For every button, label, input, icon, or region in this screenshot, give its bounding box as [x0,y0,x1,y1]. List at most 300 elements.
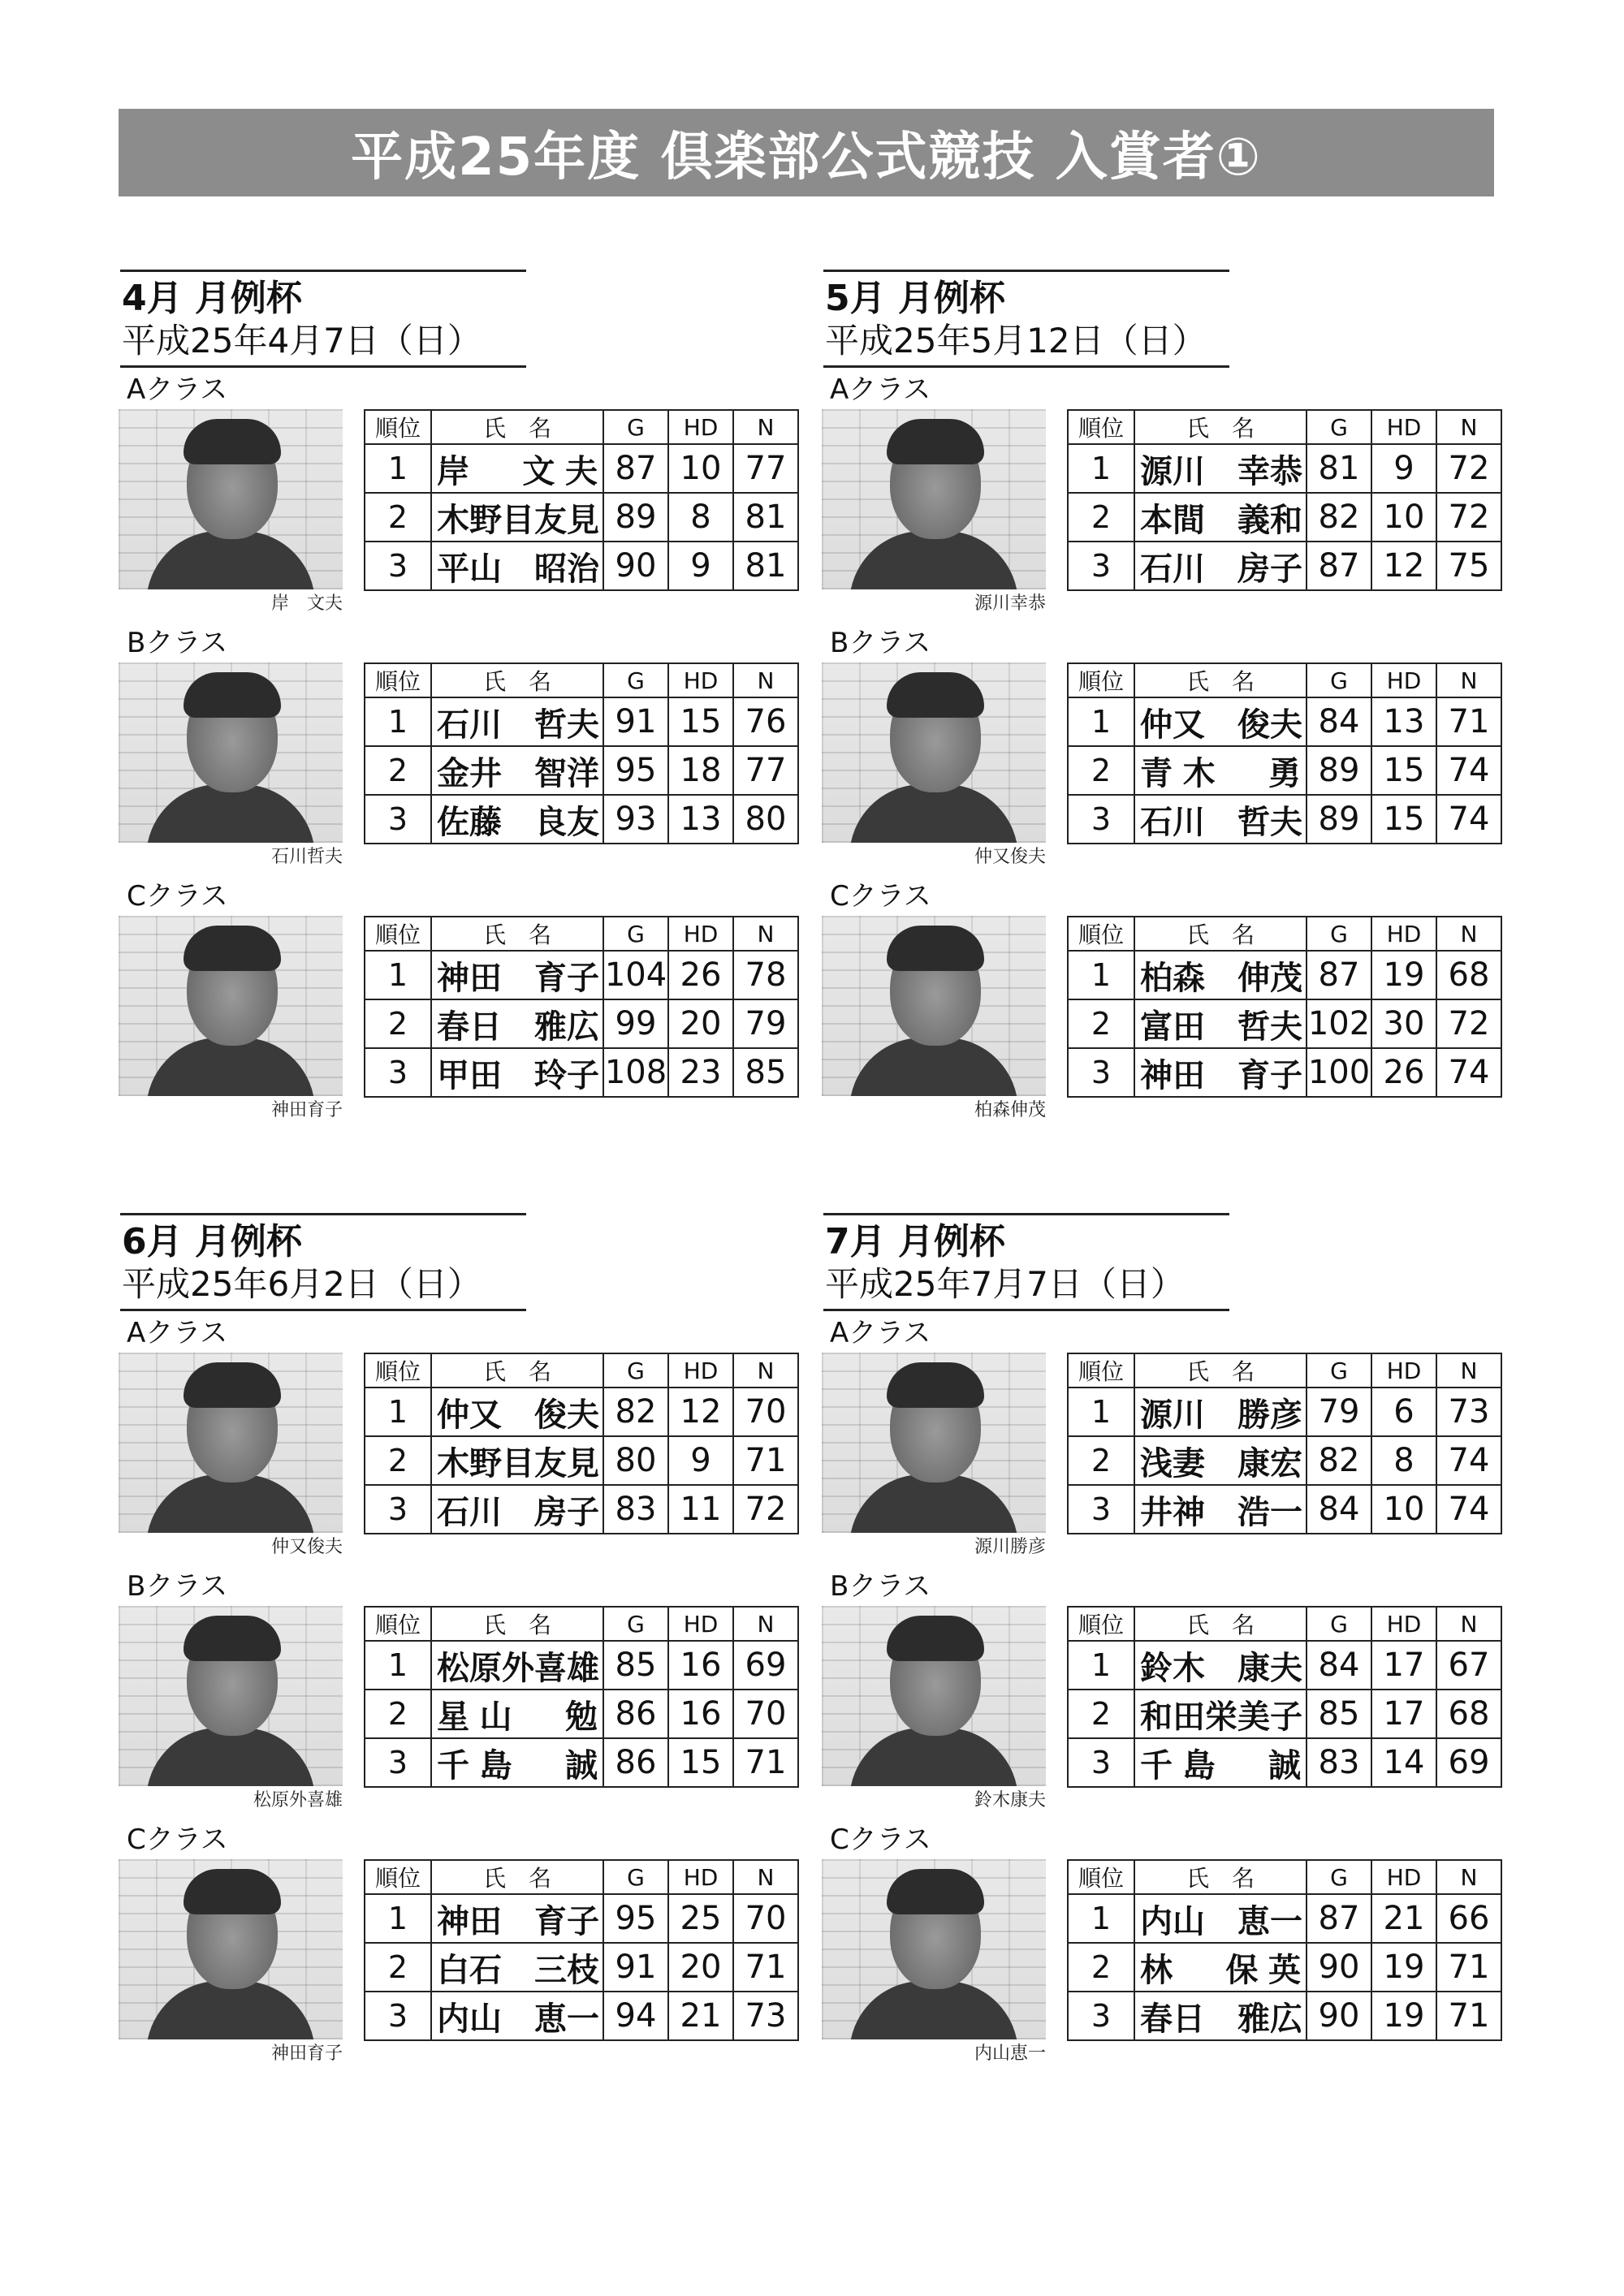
cell-rank: 2 [1068,1436,1134,1485]
cell-g: 83 [1307,1738,1371,1787]
person-hair [184,1362,281,1408]
cell-rank: 3 [365,795,431,844]
table-row [1068,493,1501,542]
cell-name: 神田 育子 [1134,1048,1307,1097]
cell-rank: 3 [1068,795,1134,844]
header-g: G [1307,1607,1371,1641]
class-label: Bクラス [830,627,931,659]
cell-hd: 16 [668,1690,733,1738]
month-section [119,1213,818,2090]
cell-name: 神田 育子 [431,951,603,999]
header-n: N [1436,917,1501,951]
results-table [1067,409,1502,591]
cell-name: 石川 哲夫 [431,697,603,746]
header-name: 氏 名 [1134,1860,1307,1894]
winner-photo [822,409,1046,589]
header-hd: HD [668,917,733,951]
month-section [119,270,818,1146]
header-hd: HD [668,1353,733,1388]
header-g: G [603,1860,668,1894]
cell-n: 72 [733,1485,798,1534]
cell-hd: 11 [668,1485,733,1534]
header-rank: 順位 [1068,917,1134,951]
table-row [1068,1485,1501,1534]
cell-name: 仲又 俊夫 [1134,697,1307,746]
cell-name: 石川 房子 [431,1485,603,1534]
class-block [822,627,1522,880]
table-row [1068,1690,1501,1738]
cell-rank: 1 [365,1894,431,1943]
table-row [365,1388,798,1436]
cell-rank: 3 [1068,1048,1134,1097]
photo-caption: 柏森伸茂 [974,1100,1046,1120]
class-block [822,1317,1522,1570]
person-hair [887,419,984,464]
header-name: 氏 名 [1134,663,1307,697]
cell-name: 千島 誠 [1134,1738,1307,1787]
photo-caption: 神田育子 [270,1100,343,1120]
cell-g: 90 [1307,1943,1371,1992]
cell-name: 石川 房子 [1134,542,1307,590]
person-hair [887,672,984,718]
cell-hd: 17 [1371,1641,1436,1690]
cell-name: 神田 育子 [431,1894,603,1943]
winner-photo [822,662,1046,843]
cell-hd: 13 [668,795,733,844]
results-table [364,916,799,1098]
header-g: G [1307,663,1371,697]
winner-photo [822,1353,1046,1533]
cell-g: 87 [603,444,668,493]
winner-photo [119,1859,343,2039]
table-header-row [365,1860,798,1894]
table-row [1068,444,1501,493]
section-date: 平成25年6月2日（日） [122,1264,482,1304]
cell-rank: 1 [365,444,431,493]
cell-hd: 17 [1371,1690,1436,1738]
header-name: 氏 名 [431,410,603,444]
header-name: 氏 名 [1134,1353,1307,1388]
results-table [364,1353,799,1534]
section-divider [120,270,526,272]
cell-g: 87 [1307,1894,1371,1943]
cell-rank: 1 [1068,1388,1134,1436]
cell-rank: 3 [365,1485,431,1534]
photo-caption: 源川勝彦 [974,1537,1046,1557]
header-n: N [1436,663,1501,697]
cell-name: 石川 哲夫 [1134,795,1307,844]
cell-hd: 15 [1371,795,1436,844]
cell-n: 75 [1436,542,1501,590]
header-rank: 順位 [1068,1607,1134,1641]
header-rank: 順位 [365,1353,431,1388]
section-date: 平成25年7月7日（日） [825,1264,1185,1304]
cell-n: 85 [733,1048,798,1097]
header-g: G [603,917,668,951]
table-header-row [1068,1860,1501,1894]
cell-name: 松原外喜雄 [431,1641,603,1690]
cell-g: 91 [603,697,668,746]
table-row [365,493,798,542]
person-hair [887,1362,984,1408]
cell-hd: 26 [668,951,733,999]
cell-hd: 21 [668,1992,733,2040]
cell-g: 84 [1307,1641,1371,1690]
table-row [365,1641,798,1690]
cell-hd: 19 [1371,1943,1436,1992]
table-row [365,1894,798,1943]
class-label: Cクラス [127,880,228,913]
class-block [822,880,1522,1133]
cell-hd: 15 [668,697,733,746]
cell-n: 74 [1436,1048,1501,1097]
table-row [1068,795,1501,844]
cell-name: 佐藤 良友 [431,795,603,844]
cell-name: 内山 恵一 [1134,1894,1307,1943]
header-hd: HD [668,410,733,444]
table-row [365,1690,798,1738]
cell-g: 81 [1307,444,1371,493]
class-label: Cクラス [830,1823,931,1856]
cell-rank: 1 [365,1388,431,1436]
winner-photo [119,916,343,1096]
table-header-row [365,663,798,697]
section-date: 平成25年4月7日（日） [122,321,482,360]
class-block [119,1317,818,1570]
table-header-row [1068,917,1501,951]
cell-name: 内山 恵一 [431,1992,603,2040]
cell-n: 70 [733,1388,798,1436]
cell-hd: 6 [1371,1388,1436,1436]
table-row [365,1048,798,1097]
header-n: N [733,917,798,951]
class-block [822,373,1522,627]
cell-g: 82 [1307,1436,1371,1485]
table-row [1068,1992,1501,2040]
cell-g: 84 [1307,697,1371,746]
table-row [1068,1048,1501,1097]
header-rank: 順位 [1068,1860,1134,1894]
results-table [1067,1353,1502,1534]
cell-rank: 2 [1068,999,1134,1048]
class-block [119,1570,818,1823]
cell-name: 春日 雅広 [1134,1992,1307,2040]
cell-n: 79 [733,999,798,1048]
header-n: N [1436,1607,1501,1641]
header-n: N [733,663,798,697]
cell-rank: 1 [1068,951,1134,999]
cell-name: 木野目友見 [431,1436,603,1485]
cell-name: 源川 幸恭 [1134,444,1307,493]
cell-rank: 2 [365,746,431,795]
class-label: Bクラス [127,627,228,659]
results-table [364,1859,799,2041]
header-g: G [1307,1353,1371,1388]
header-hd: HD [668,1860,733,1894]
cell-name: 源川 勝彦 [1134,1388,1307,1436]
header-hd: HD [668,663,733,697]
cell-g: 82 [603,1388,668,1436]
winner-photo [119,662,343,843]
person-hair [184,1616,281,1661]
header-name: 氏 名 [431,1860,603,1894]
header-hd: HD [1371,917,1436,951]
header-g: G [1307,410,1371,444]
cell-rank: 3 [1068,1738,1134,1787]
cell-g: 87 [1307,951,1371,999]
table-header-row [365,1607,798,1641]
photo-caption: 源川幸恭 [974,593,1046,614]
class-label: Aクラス [830,373,931,406]
results-table [1067,1606,1502,1788]
section-month-title: 6月 月例杯 [122,1221,302,1262]
month-section [822,1213,1522,2090]
header-rank: 順位 [1068,1353,1134,1388]
cell-rank: 1 [1068,1894,1134,1943]
winner-photo [822,1859,1046,2039]
header-rank: 順位 [365,410,431,444]
section-divider [120,1213,526,1215]
cell-name: 本間 義和 [1134,493,1307,542]
results-table [364,409,799,591]
cell-n: 71 [1436,1992,1501,2040]
table-row [365,1992,798,2040]
section-divider [823,270,1229,272]
cell-g: 90 [1307,1992,1371,2040]
cell-hd: 19 [1371,1992,1436,2040]
photo-caption: 神田育子 [270,2044,343,2064]
cell-hd: 30 [1371,999,1436,1048]
header-g: G [603,1607,668,1641]
table-row [365,999,798,1048]
results-table [1067,662,1502,844]
cell-hd: 12 [1371,542,1436,590]
cell-n: 72 [1436,493,1501,542]
class-label: Bクラス [127,1570,228,1603]
header-g: G [603,663,668,697]
header-n: N [733,1607,798,1641]
cell-g: 102 [1307,999,1371,1048]
cell-n: 70 [733,1894,798,1943]
section-month-title: 4月 月例杯 [122,278,302,319]
table-row [1068,746,1501,795]
section-month-title: 7月 月例杯 [825,1221,1005,1262]
winner-photo [119,409,343,589]
cell-n: 80 [733,795,798,844]
class-block [822,1570,1522,1823]
cell-name: 金井 智洋 [431,746,603,795]
cell-n: 71 [733,1436,798,1485]
results-table [1067,916,1502,1098]
photo-caption: 岸 文夫 [270,593,343,614]
cell-n: 70 [733,1690,798,1738]
header-g: G [1307,1860,1371,1894]
header-n: N [733,1860,798,1894]
class-label: Bクラス [830,1570,931,1603]
table-row [365,542,798,590]
header-rank: 順位 [365,1607,431,1641]
cell-g: 82 [1307,493,1371,542]
section-divider [823,365,1229,368]
person-hair [887,1616,984,1661]
section-date: 平成25年5月12日（日） [825,321,1207,360]
cell-rank: 2 [1068,493,1134,542]
section-divider [823,1213,1229,1215]
cell-n: 69 [1436,1738,1501,1787]
cell-hd: 9 [668,1436,733,1485]
cell-hd: 12 [668,1388,733,1436]
table-row [1068,697,1501,746]
header-name: 氏 名 [1134,1607,1307,1641]
cell-rank: 3 [365,1048,431,1097]
class-block [119,373,818,627]
cell-g: 80 [603,1436,668,1485]
cell-rank: 1 [1068,444,1134,493]
results-table [364,662,799,844]
table-row [365,444,798,493]
cell-g: 89 [1307,746,1371,795]
cell-name: 柏森 伸茂 [1134,951,1307,999]
table-row [1068,951,1501,999]
cell-g: 93 [603,795,668,844]
table-row [1068,1943,1501,1992]
results-table [1067,1859,1502,2041]
header-n: N [733,1353,798,1388]
section-divider [120,365,526,368]
header-hd: HD [1371,410,1436,444]
table-row [1068,999,1501,1048]
table-header-row [1068,1607,1501,1641]
table-row [365,1943,798,1992]
cell-hd: 20 [668,1943,733,1992]
cell-rank: 2 [365,1690,431,1738]
cell-hd: 13 [1371,697,1436,746]
cell-rank: 2 [365,1436,431,1485]
table-row [1068,542,1501,590]
cell-n: 72 [1436,999,1501,1048]
header-n: N [1436,1860,1501,1894]
cell-g: 91 [603,1943,668,1992]
cell-name: 仲又 俊夫 [431,1388,603,1436]
cell-n: 68 [1436,951,1501,999]
cell-hd: 20 [668,999,733,1048]
results-table [364,1606,799,1788]
cell-hd: 15 [668,1738,733,1787]
cell-rank: 3 [365,1738,431,1787]
cell-n: 74 [1436,1436,1501,1485]
cell-g: 85 [1307,1690,1371,1738]
cell-rank: 3 [1068,542,1134,590]
table-header-row [1068,663,1501,697]
cell-n: 73 [1436,1388,1501,1436]
cell-rank: 3 [1068,1992,1134,2040]
table-header-row [1068,1353,1501,1388]
cell-g: 95 [603,1894,668,1943]
header-rank: 順位 [1068,410,1134,444]
table-row [1068,1738,1501,1787]
cell-hd: 23 [668,1048,733,1097]
table-row [1068,1894,1501,1943]
header-rank: 順位 [365,1860,431,1894]
class-label: Aクラス [127,1317,228,1349]
class-label: Aクラス [830,1317,931,1349]
cell-name: 浅妻 康宏 [1134,1436,1307,1485]
cell-hd: 21 [1371,1894,1436,1943]
header-hd: HD [1371,663,1436,697]
class-block [119,880,818,1133]
section-divider [120,1309,526,1311]
cell-g: 83 [603,1485,668,1534]
photo-caption: 鈴木康夫 [974,1790,1046,1810]
cell-hd: 10 [668,444,733,493]
cell-g: 79 [1307,1388,1371,1436]
header-hd: HD [1371,1353,1436,1388]
cell-rank: 1 [1068,1641,1134,1690]
cell-hd: 8 [668,493,733,542]
cell-g: 86 [603,1738,668,1787]
cell-name: 星山 勉 [431,1690,603,1738]
cell-n: 74 [1436,1485,1501,1534]
winner-photo [822,916,1046,1096]
cell-name: 青木 勇 [1134,746,1307,795]
header-rank: 順位 [365,917,431,951]
photo-caption: 松原外喜雄 [253,1790,343,1810]
cell-hd: 25 [668,1894,733,1943]
cell-hd: 10 [1371,1485,1436,1534]
photo-caption: 仲又俊夫 [974,847,1046,867]
cell-name: 春日 雅広 [431,999,603,1048]
winner-photo [119,1606,343,1786]
cell-hd: 19 [1371,951,1436,999]
cell-name: 千島 誠 [431,1738,603,1787]
class-block [119,627,818,880]
cell-g: 89 [603,493,668,542]
cell-hd: 26 [1371,1048,1436,1097]
header-name: 氏 名 [431,1353,603,1388]
cell-g: 94 [603,1992,668,2040]
table-row [1068,1388,1501,1436]
header-name: 氏 名 [1134,410,1307,444]
header-name: 氏 名 [431,917,603,951]
cell-rank: 3 [1068,1485,1134,1534]
table-row [365,1485,798,1534]
table-row [365,795,798,844]
cell-rank: 1 [365,951,431,999]
cell-n: 71 [1436,1943,1501,1992]
cell-n: 73 [733,1992,798,2040]
photo-caption: 石川哲夫 [270,847,343,867]
header-n: N [1436,410,1501,444]
cell-rank: 1 [1068,697,1134,746]
cell-name: 白石 三枝 [431,1943,603,1992]
cell-rank: 3 [365,1992,431,2040]
class-label: Aクラス [127,373,228,406]
cell-hd: 9 [1371,444,1436,493]
cell-g: 90 [603,542,668,590]
cell-n: 71 [733,1738,798,1787]
winner-photo [822,1606,1046,1786]
header-n: N [733,410,798,444]
photo-caption: 仲又俊夫 [270,1537,343,1557]
header-hd: HD [1371,1607,1436,1641]
section-month-title: 5月 月例杯 [825,278,1005,319]
cell-g: 95 [603,746,668,795]
class-block [822,1823,1522,2077]
header-hd: HD [1371,1860,1436,1894]
header-name: 氏 名 [1134,917,1307,951]
header-g: G [603,1353,668,1388]
cell-name: 木野目友見 [431,493,603,542]
